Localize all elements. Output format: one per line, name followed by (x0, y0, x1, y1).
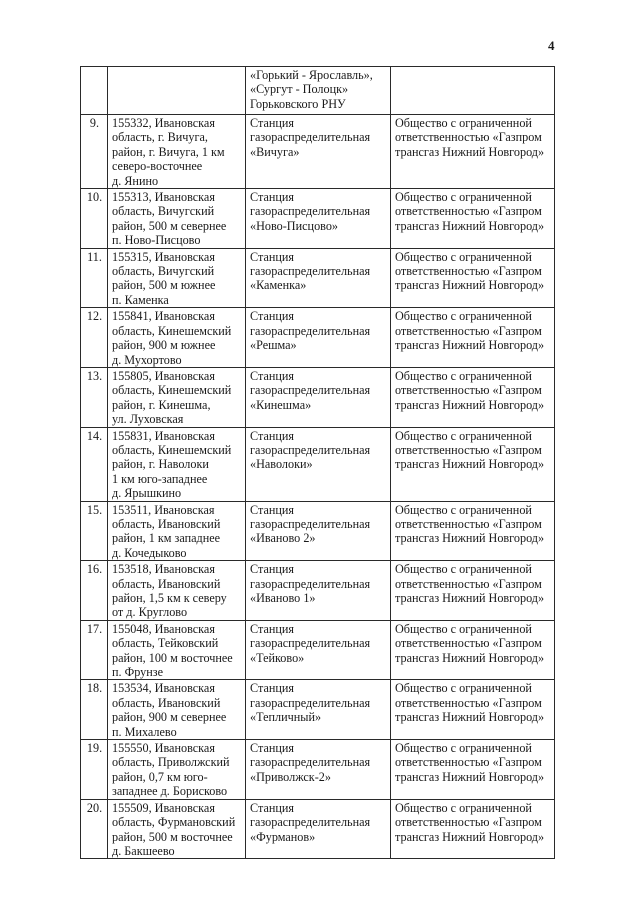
owner-cell-line: трансгаз Нижний Новгород» (395, 829, 545, 844)
facility-cell-line: газораспределительная (250, 576, 371, 591)
facility-cell-line: «Каменка» (250, 278, 307, 293)
facility-cell-line: газораспределительная (250, 130, 371, 145)
table-row (81, 501, 555, 561)
location-cell-line: область, Вичугский (112, 204, 215, 219)
location-cell (108, 680, 246, 740)
owner-cell (391, 561, 555, 621)
location-cell-line: 153518, Ивановская (112, 562, 215, 577)
owner-cell (391, 620, 555, 680)
owner-cell (391, 680, 555, 740)
row-number (81, 67, 108, 115)
location-cell (108, 248, 246, 308)
row-number: 17. (81, 620, 108, 680)
row-number: 20. (81, 799, 108, 859)
location-cell-line: 155831, Ивановская (112, 428, 215, 443)
owner-cell-line: ответственностью «Газпром (395, 323, 542, 338)
location-cell (108, 189, 246, 249)
owner-cell-line: трансгаз Нижний Новгород» (395, 650, 545, 665)
facility-cell (246, 740, 391, 800)
facilities-table (80, 66, 555, 859)
facility-cell-line: «Наволоки» (250, 457, 313, 472)
facility-cell-line: «Тепличный» (250, 710, 322, 725)
location-cell (108, 367, 246, 427)
location-cell-line: 155313, Ивановская (112, 190, 215, 205)
location-cell (108, 620, 246, 680)
location-cell-line: район, 500 м южнее (112, 278, 216, 293)
facility-cell (246, 189, 391, 249)
owner-cell-line: трансгаз Нижний Новгород» (395, 218, 545, 233)
facility-cell-line: Станция (250, 249, 295, 264)
facility-cell-line: Станция (250, 116, 295, 130)
row-number: 19. (81, 740, 108, 800)
row-number: 12. (81, 308, 108, 368)
owner-cell-line: ответственностью «Газпром (395, 636, 542, 651)
location-cell (108, 115, 246, 189)
location-cell-line: от д. Круглово (112, 605, 188, 620)
facility-cell-line: Станция (250, 502, 295, 517)
facility-cell-line: «Сургут - Полоцк» (250, 82, 349, 97)
owner-cell-line: ответственностью «Газпром (395, 516, 542, 531)
location-cell-line: область, Тейковский (112, 636, 219, 651)
facility-cell-line: газораспределительная (250, 755, 371, 770)
facility-cell-line: газораспределительная (250, 383, 371, 398)
location-cell (108, 427, 246, 501)
owner-cell-line: Общество с ограниченной (395, 562, 532, 577)
owner-cell-line: трансгаз Нижний Новгород» (395, 144, 545, 159)
location-cell-line: п. Фрунзе (112, 665, 164, 680)
owner-cell-line: ответственностью «Газпром (395, 383, 542, 398)
location-cell-line: д. Кочедыково (112, 545, 187, 560)
facility-cell-line: Станция (250, 190, 295, 205)
location-cell-line: область, Ивановский (112, 576, 221, 591)
location-cell-line: область, Фурмановский (112, 815, 236, 830)
facility-cell (246, 248, 391, 308)
facility-cell-line: Станция (250, 309, 295, 324)
location-cell-line: область, Кинешемский (112, 383, 232, 398)
location-cell-line: д. Мухортово (112, 352, 182, 367)
facility-cell (246, 67, 391, 115)
location-cell-line: 155805, Ивановская (112, 368, 215, 383)
facility-cell-line: Станция (250, 681, 295, 696)
location-cell-line: район, 0,7 км юго- (112, 769, 208, 784)
location-cell-line: область, г. Вичуга, (112, 130, 208, 145)
location-cell-line: область, Приволжский (112, 755, 230, 770)
facility-cell-line: газораспределительная (250, 815, 371, 830)
facility-cell-line: Станция (250, 562, 295, 577)
facility-cell-line: Станция (250, 368, 295, 383)
table-row (81, 115, 555, 189)
owner-cell (391, 248, 555, 308)
facility-cell (246, 427, 391, 501)
location-cell-line: район, 900 м южнее (112, 338, 216, 353)
owner-cell-line: Общество с ограниченной (395, 368, 532, 383)
location-cell-line: западнее д. Борисково (112, 784, 228, 799)
location-cell-line: 1 км юго-западнее (112, 471, 208, 486)
location-cell-line: район, 100 м восточнее (112, 650, 233, 665)
owner-cell-line: Общество с ограниченной (395, 116, 532, 130)
facility-cell (246, 620, 391, 680)
facility-cell (246, 561, 391, 621)
location-cell-line: район, г. Вичуга, 1 км (112, 144, 225, 159)
row-number: 9. (81, 115, 108, 189)
row-number: 14. (81, 427, 108, 501)
owner-cell (391, 427, 555, 501)
location-cell-line: область, Ивановский (112, 695, 221, 710)
location-cell-line: 155550, Ивановская (112, 741, 215, 756)
facility-cell-line: газораспределительная (250, 516, 371, 531)
location-cell-line: район, г. Кинешма, (112, 397, 211, 412)
location-cell-line: область, Вичугский (112, 264, 215, 279)
owner-cell-line: Общество с ограниченной (395, 190, 532, 205)
owner-cell (391, 308, 555, 368)
page-number: 4 (548, 38, 555, 53)
facility-cell (246, 367, 391, 427)
row-number: 10. (81, 189, 108, 249)
facility-cell-line: газораспределительная (250, 264, 371, 279)
table-row-continuation (81, 67, 555, 115)
table-row (81, 740, 555, 800)
location-cell-line: северо-восточнее (112, 159, 203, 174)
owner-cell-line: Общество с ограниченной (395, 309, 532, 324)
location-cell-line: район, 900 м севернее (112, 710, 227, 725)
owner-cell-line: трансгаз Нижний Новгород» (395, 531, 545, 546)
facility-cell-line: Станция (250, 800, 295, 815)
facility-cell-line: газораспределительная (250, 695, 371, 710)
facility-cell-line: Станция (250, 428, 295, 443)
facility-cell-line: «Горький - Ярославль», (250, 68, 373, 82)
location-cell-line: район, 1 км западнее (112, 531, 221, 546)
table-row (81, 620, 555, 680)
table-row (81, 561, 555, 621)
facility-cell (246, 799, 391, 859)
owner-cell-line: ответственностью «Газпром (395, 264, 542, 279)
owner-cell (391, 189, 555, 249)
owner-cell-line: трансгаз Нижний Новгород» (395, 457, 545, 472)
owner-cell-line: Общество с ограниченной (395, 681, 532, 696)
owner-cell-line: трансгаз Нижний Новгород» (395, 278, 545, 293)
location-cell (108, 799, 246, 859)
location-cell-line: 153511, Ивановская (112, 502, 215, 517)
location-cell-line: п. Ново-Писцово (112, 233, 201, 248)
facility-cell-line: Горьковского РНУ (250, 96, 346, 111)
location-cell-line: район, 1,5 км к северу (112, 591, 227, 605)
facility-cell-line: газораспределительная (250, 636, 371, 651)
owner-cell-line: Общество с ограниченной (395, 428, 532, 443)
location-cell-line: район, 500 м севернее (112, 218, 227, 233)
location-cell-line: 155048, Ивановская (112, 621, 215, 636)
location-cell-line: п. Михалево (112, 724, 177, 739)
table-row (81, 427, 555, 501)
row-number: 15. (81, 501, 108, 561)
table-row (81, 680, 555, 740)
owner-cell (391, 740, 555, 800)
row-number: 13. (81, 367, 108, 427)
owner-cell-line: трансгаз Нижний Новгород» (395, 769, 545, 784)
table-row (81, 248, 555, 308)
location-cell-line: п. Каменка (112, 292, 169, 307)
owner-cell-line: трансгаз Нижний Новгород» (395, 397, 545, 412)
owner-cell-line: Общество с ограниченной (395, 800, 532, 815)
owner-cell-line: трансгаз Нижний Новгород» (395, 338, 545, 353)
owner-cell (391, 115, 555, 189)
facility-cell-line: «Ново-Писцово» (250, 218, 339, 233)
facility-cell-line: «Кинешма» (250, 397, 312, 412)
owner-cell-line: ответственностью «Газпром (395, 442, 542, 457)
table-body (81, 67, 555, 859)
location-cell (108, 561, 246, 621)
location-cell (108, 740, 246, 800)
facility-cell-line: газораспределительная (250, 323, 371, 338)
facility-cell-line: «Иваново 2» (250, 531, 316, 546)
location-cell-line: 155509, Ивановская (112, 800, 215, 815)
location-cell-line: район, г. Наволоки (112, 457, 209, 472)
facility-cell (246, 115, 391, 189)
location-cell-line: 155315, Ивановская (112, 249, 215, 264)
row-number: 18. (81, 680, 108, 740)
location-cell-line: д. Янино (112, 173, 159, 188)
facility-cell-line: «Приволжск-2» (250, 769, 331, 784)
owner-cell-line: Общество с ограниченной (395, 249, 532, 264)
location-cell-line: 155332, Ивановская (112, 116, 215, 130)
location-cell-line: область, Кинешемский (112, 323, 232, 338)
row-number: 11. (81, 248, 108, 308)
owner-cell-line: Общество с ограниченной (395, 502, 532, 517)
facility-cell-line: «Тейково» (250, 650, 305, 665)
facility-cell-line: «Вичуга» (250, 144, 300, 159)
owner-cell-line: ответственностью «Газпром (395, 815, 542, 830)
location-cell (108, 308, 246, 368)
owner-cell (391, 799, 555, 859)
location-cell-line: область, Ивановский (112, 516, 221, 531)
table-row (81, 799, 555, 859)
location-cell-line: д. Ярышкино (112, 486, 182, 501)
location-cell-line: район, 500 м восточнее (112, 829, 233, 844)
owner-cell (391, 501, 555, 561)
location-cell-line: д. Бакшеево (112, 843, 175, 858)
owner-cell (391, 67, 555, 115)
location-cell-line: 155841, Ивановская (112, 309, 215, 324)
location-cell (108, 501, 246, 561)
table-row (81, 367, 555, 427)
facility-cell-line: Станция (250, 741, 295, 756)
facility-cell-line: «Решма» (250, 338, 297, 353)
location-cell-line: область, Кинешемский (112, 442, 232, 457)
owner-cell-line: ответственностью «Газпром (395, 130, 542, 145)
owner-cell-line: ответственностью «Газпром (395, 204, 542, 219)
facility-cell (246, 308, 391, 368)
table-row (81, 308, 555, 368)
owner-cell-line: Общество с ограниченной (395, 621, 532, 636)
facility-cell-line: Станция (250, 621, 295, 636)
facility-cell (246, 680, 391, 740)
facility-cell (246, 501, 391, 561)
table-row (81, 189, 555, 249)
location-cell-line: 153534, Ивановская (112, 681, 215, 696)
owner-cell-line: трансгаз Нижний Новгород» (395, 591, 545, 605)
location-cell-line: ул. Луховская (112, 412, 184, 427)
owner-cell-line: трансгаз Нижний Новгород» (395, 710, 545, 725)
facility-cell-line: газораспределительная (250, 204, 371, 219)
location-cell (108, 67, 246, 115)
owner-cell-line: Общество с ограниченной (395, 741, 532, 756)
facility-cell-line: «Фурманов» (250, 829, 316, 844)
owner-cell-line: ответственностью «Газпром (395, 695, 542, 710)
owner-cell-line: ответственностью «Газпром (395, 755, 542, 770)
facility-cell-line: газораспределительная (250, 442, 371, 457)
facility-cell-line: «Иваново 1» (250, 591, 316, 605)
owner-cell-line: ответственностью «Газпром (395, 576, 542, 591)
row-number: 16. (81, 561, 108, 621)
owner-cell (391, 367, 555, 427)
